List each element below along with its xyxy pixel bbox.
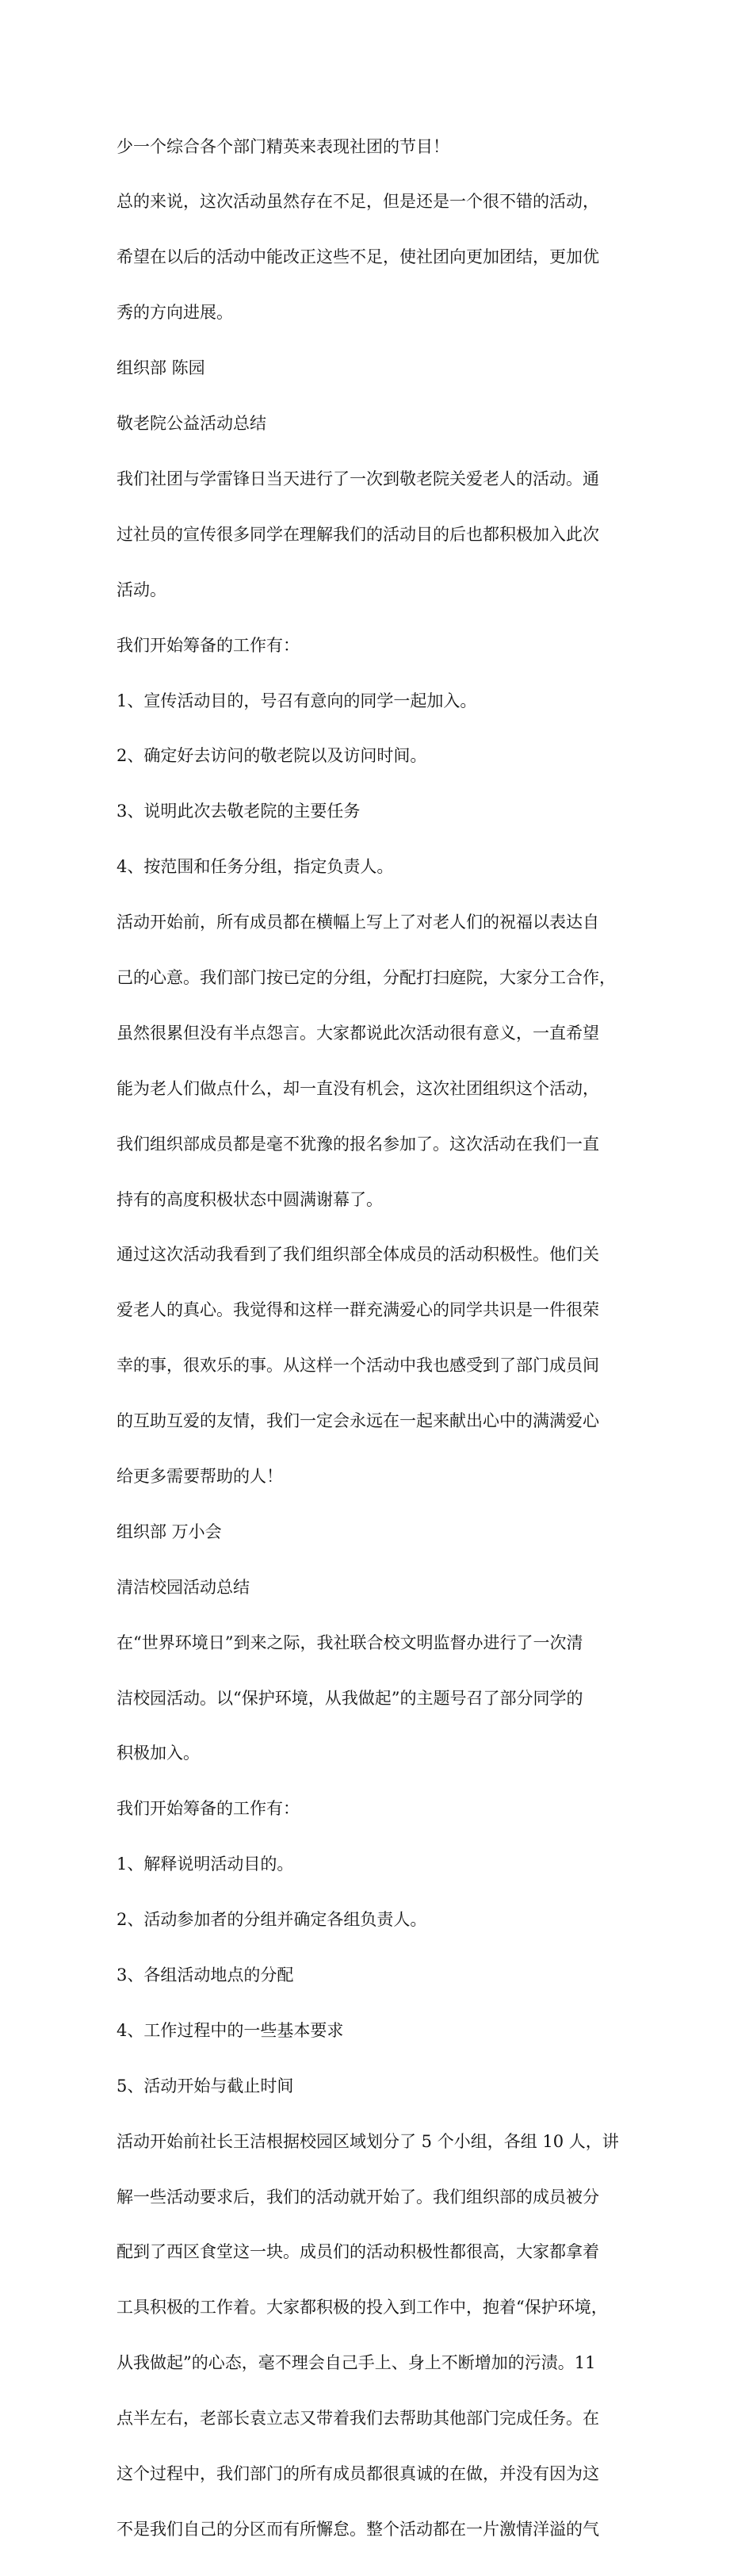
list-item: 2、确定好去访问的敬老院以及访问时间。 bbox=[117, 746, 427, 766]
body-line: 在“世界环境日”到来之际，我社联合校文明监督办进行了一次清 bbox=[117, 1632, 583, 1652]
body-line: 点半左右，老部长袁立志又带着我们去帮助其他部门完成任务。在 bbox=[117, 2409, 599, 2429]
body-line: 过社员的宣传很多同学在理解我们的活动目的后也都积极加入此次 bbox=[117, 524, 599, 544]
body-line: 不是我们自己的分区而有所懈怠。整个活动都在一片激情洋溢的气 bbox=[117, 2519, 599, 2539]
body-line: 工具积极的工作着。大家都积极的投入到工作中，抱着“保护环境， bbox=[117, 2298, 608, 2318]
body-line: 总的来说，这次活动虽然存在不足，但是还是一个很不错的活动， bbox=[117, 192, 599, 212]
body-line: 我们开始筹备的工作有： bbox=[117, 1799, 300, 1819]
body-line: 虽然很累但没有半点怨言。大家都说此次活动很有意义，一直希望 bbox=[117, 1023, 599, 1043]
body-line: 活动。 bbox=[117, 580, 166, 599]
body-line: 己的心意。我们部门按已定的分组，分配打扫庭院，大家分工合作， bbox=[117, 967, 616, 987]
body-line: 能为老人们做点什么，却一直没有机会，这次社团组织这个活动， bbox=[117, 1078, 599, 1098]
body-line: 持有的高度积极状态中圆满谢幕了。 bbox=[117, 1189, 383, 1209]
signature-line: 组织部 万小会 bbox=[117, 1521, 222, 1541]
body-line: 配到了西区食堂这一块。成员们的活动积极性都很高，大家都拿着 bbox=[117, 2242, 599, 2262]
section-title: 敬老院公益活动总结 bbox=[117, 414, 266, 434]
body-line: 积极加入。 bbox=[117, 1743, 200, 1763]
body-line: 少一个综合各个部门精英来表现社团的节目！ bbox=[117, 136, 449, 156]
body-line: 活动开始前社长王洁根据校园区域划分了 5 个小组，各组 10 人，讲 bbox=[117, 2131, 619, 2151]
list-item: 4、按范围和任务分组，指定负责人。 bbox=[117, 857, 394, 877]
document-body bbox=[117, 101, 640, 2576]
body-line: 秀的方向进展。 bbox=[117, 303, 233, 323]
section-title: 清洁校园活动总结 bbox=[117, 1577, 250, 1597]
list-item: 1、宣传活动目的，号召有意向的同学一起加入。 bbox=[117, 691, 477, 710]
list-item: 4、工作过程中的一些基本要求 bbox=[117, 2020, 344, 2040]
body-line: 我们开始筹备的工作有： bbox=[117, 635, 300, 655]
body-line: 这个过程中，我们部门的所有成员都很真诚的在做，并没有因为这 bbox=[117, 2464, 599, 2483]
list-item: 2、活动参加者的分组并确定各组负责人。 bbox=[117, 1910, 427, 1930]
body-line: 希望在以后的活动中能改正这些不足，使社团向更加团结，更加优 bbox=[117, 247, 599, 267]
signature-line: 组织部 陈园 bbox=[117, 358, 205, 378]
list-item: 3、各组活动地点的分配 bbox=[117, 1965, 294, 1985]
body-line: 洁校园活动。以“保护环境，从我做起”的主题号召了部分同学的 bbox=[117, 1688, 583, 1708]
body-line: 解一些活动要求后，我们的活动就开始了。我们组织部的成员被分 bbox=[117, 2187, 599, 2207]
body-line: 我们组织部成员都是毫不犹豫的报名参加了。这次活动在我们一直 bbox=[117, 1134, 599, 1154]
body-line: 给更多需要帮助的人！ bbox=[117, 1466, 283, 1486]
list-item: 3、说明此次去敬老院的主要任务 bbox=[117, 802, 361, 821]
body-line: 的互助互爱的友情，我们一定会永远在一起来献出心中的满满爱心 bbox=[117, 1411, 599, 1431]
body-line: 爱老人的真心。我觉得和这样一群充满爱心的同学共识是一件很荣 bbox=[117, 1300, 599, 1320]
body-line: 通过这次活动我看到了我们组织部全体成员的活动积极性。他们关 bbox=[117, 1245, 599, 1265]
list-item: 1、解释说明活动目的。 bbox=[117, 1854, 294, 1874]
body-line: 活动开始前，所有成员都在横幅上写上了对老人们的祝福以表达自 bbox=[117, 913, 599, 932]
list-item: 5、活动开始与截止时间 bbox=[117, 2076, 294, 2096]
body-line: 我们社团与学雷锋日当天进行了一次到敬老院关爱老人的活动。通 bbox=[117, 469, 599, 488]
body-line: 幸的事，很欢乐的事。从这样一个活动中我也感受到了部门成员间 bbox=[117, 1356, 599, 1376]
body-line: 从我做起”的心态，毫不理会自己手上、身上不断增加的污渍。11 bbox=[117, 2353, 596, 2373]
